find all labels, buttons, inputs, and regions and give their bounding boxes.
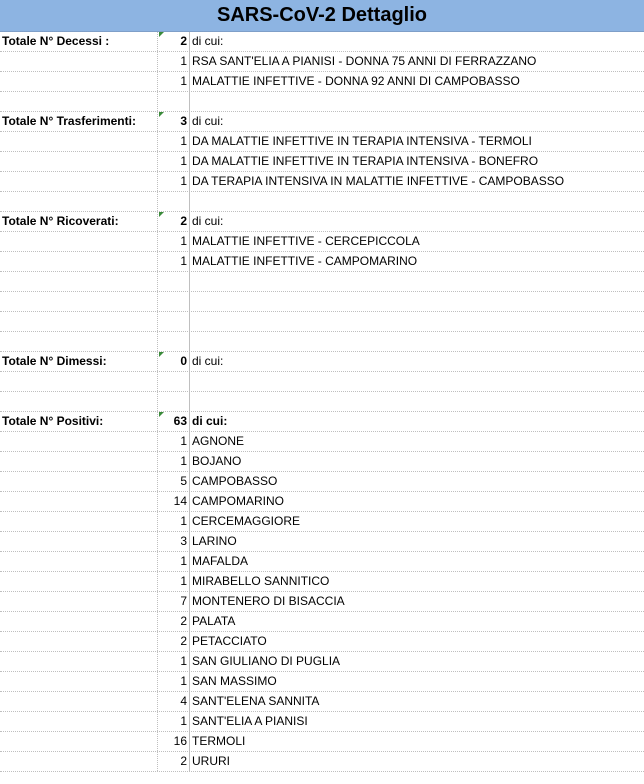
- count-cell[interactable]: [158, 92, 190, 111]
- label-cell[interactable]: [0, 332, 158, 351]
- count-cell[interactable]: 3: [158, 112, 190, 131]
- table-row: [0, 92, 644, 112]
- description-cell[interactable]: BOJANO: [192, 454, 242, 468]
- count-cell[interactable]: 1: [158, 52, 190, 71]
- label-cell[interactable]: [0, 172, 158, 191]
- description-cell[interactable]: PALATA: [192, 614, 236, 628]
- count-cell[interactable]: 0: [158, 352, 190, 371]
- label-cell[interactable]: Totale N° Ricoverati:: [0, 212, 158, 231]
- table-row: [0, 732, 644, 752]
- description-cell[interactable]: SANT'ELENA SANNITA: [192, 694, 320, 708]
- table-row: [0, 232, 644, 252]
- count-cell[interactable]: 16: [158, 732, 190, 751]
- count-cell[interactable]: 1: [158, 172, 190, 191]
- label-cell[interactable]: [0, 552, 158, 571]
- count-cell[interactable]: [158, 372, 190, 391]
- label-cell[interactable]: [0, 472, 158, 491]
- description-cell[interactable]: [190, 312, 644, 331]
- table-row: [0, 612, 644, 632]
- count-cell[interactable]: 1: [158, 572, 190, 591]
- label-cell[interactable]: [0, 672, 158, 691]
- count-cell[interactable]: 1: [158, 432, 190, 451]
- description-cell[interactable]: SAN GIULIANO DI PUGLIA: [192, 654, 341, 668]
- description-cell[interactable]: SAN MASSIMO: [192, 674, 277, 688]
- description-cell[interactable]: CAMPOBASSO: [192, 474, 278, 488]
- table-row: [0, 312, 644, 332]
- table-row: [0, 112, 644, 132]
- description-cell[interactable]: PETACCIATO: [192, 634, 267, 648]
- count-cell[interactable]: 7: [158, 592, 190, 611]
- description-cell[interactable]: DA TERAPIA INTENSIVA IN MALATTIE INFETTIVE - CAMPOBASSO: [192, 174, 565, 188]
- table-row: [0, 412, 644, 432]
- label-cell[interactable]: [0, 512, 158, 531]
- table-row: [0, 492, 644, 512]
- table-row: [0, 452, 644, 472]
- label-cell[interactable]: Totale N° Decessi :: [0, 32, 158, 51]
- description-cell[interactable]: MALATTIE INFETTIVE - CAMPOMARINO: [192, 254, 418, 268]
- count-cell[interactable]: 1: [158, 152, 190, 171]
- sheet-title[interactable]: SARS-CoV-2 Dettaglio: [0, 0, 644, 32]
- table-row: [0, 552, 644, 572]
- table-row: [0, 392, 644, 412]
- table-row: [0, 672, 644, 692]
- count-cell[interactable]: 2: [158, 32, 190, 51]
- count-cell[interactable]: 1: [158, 672, 190, 691]
- count-cell[interactable]: 63: [158, 412, 190, 431]
- description-cell[interactable]: [190, 332, 644, 351]
- description-cell[interactable]: AGNONE: [192, 434, 245, 448]
- label-cell[interactable]: [0, 392, 158, 411]
- label-cell[interactable]: [0, 372, 158, 391]
- count-cell[interactable]: 14: [158, 492, 190, 511]
- label-cell[interactable]: [0, 252, 158, 271]
- description-cell[interactable]: [190, 272, 644, 291]
- label-cell[interactable]: Totale N° Trasferimenti:: [0, 112, 158, 131]
- description-cell[interactable]: di cui:: [192, 354, 224, 368]
- label-cell[interactable]: [0, 732, 158, 751]
- table-row: [0, 352, 644, 372]
- label-cell[interactable]: [0, 92, 158, 111]
- table-row: [0, 72, 644, 92]
- count-cell[interactable]: 1: [158, 552, 190, 571]
- table-row: [0, 252, 644, 272]
- description-cell[interactable]: URURI: [192, 754, 230, 768]
- count-cell[interactable]: 1: [158, 712, 190, 731]
- comment-marker-icon: [159, 352, 164, 357]
- count-cell[interactable]: 1: [158, 252, 190, 271]
- description-cell[interactable]: TERMOLI: [192, 734, 246, 748]
- table-row: [0, 52, 644, 72]
- table-row: [0, 752, 644, 772]
- description-cell[interactable]: di cui:: [192, 214, 224, 228]
- table-row: [0, 692, 644, 712]
- label-cell[interactable]: [0, 572, 158, 591]
- count-cell[interactable]: [158, 292, 190, 311]
- label-cell[interactable]: [0, 752, 158, 771]
- table-row: [0, 292, 644, 312]
- description-cell[interactable]: [190, 92, 644, 111]
- comment-marker-icon: [159, 412, 164, 417]
- label-cell[interactable]: [0, 612, 158, 631]
- label-cell[interactable]: [0, 692, 158, 711]
- comment-marker-icon: [159, 32, 164, 37]
- label-cell[interactable]: [0, 452, 158, 471]
- label-cell[interactable]: [0, 272, 158, 291]
- label-cell[interactable]: [0, 72, 158, 91]
- count-cell[interactable]: 2: [158, 752, 190, 771]
- count-cell[interactable]: [158, 192, 190, 211]
- label-cell[interactable]: Totale N° Positivi:: [0, 412, 158, 431]
- comment-marker-icon: [159, 212, 164, 217]
- count-cell[interactable]: [158, 332, 190, 351]
- table-row: [0, 172, 644, 192]
- table-row: [0, 272, 644, 292]
- description-cell[interactable]: di cui:: [192, 114, 224, 128]
- label-cell[interactable]: [0, 712, 158, 731]
- table-row: [0, 592, 644, 612]
- count-cell[interactable]: 1: [158, 132, 190, 151]
- table-row: [0, 212, 644, 232]
- label-cell[interactable]: [0, 232, 158, 251]
- description-cell[interactable]: CAMPOMARINO: [192, 494, 285, 508]
- table-row: [0, 652, 644, 672]
- table-row: [0, 332, 644, 352]
- table-row: [0, 512, 644, 532]
- label-cell[interactable]: Totale N° Dimessi:: [0, 352, 158, 371]
- table-row: [0, 132, 644, 152]
- description-cell[interactable]: SANT'ELIA A PIANISI: [192, 714, 308, 728]
- description-cell[interactable]: MALATTIE INFETTIVE - DONNA 92 ANNI DI CAMPOBASSO: [192, 74, 520, 88]
- table-row: [0, 32, 644, 52]
- description-cell[interactable]: [190, 372, 644, 391]
- description-cell[interactable]: LARINO: [192, 534, 237, 548]
- count-cell[interactable]: 5: [158, 472, 190, 491]
- label-cell[interactable]: [0, 652, 158, 671]
- description-cell[interactable]: [190, 392, 644, 411]
- description-cell[interactable]: [190, 192, 644, 211]
- count-cell[interactable]: [158, 312, 190, 331]
- label-cell[interactable]: [0, 152, 158, 171]
- table-row: [0, 572, 644, 592]
- label-cell[interactable]: [0, 532, 158, 551]
- table-row: [0, 472, 644, 492]
- count-cell[interactable]: 3: [158, 532, 190, 551]
- count-cell[interactable]: 1: [158, 72, 190, 91]
- count-cell[interactable]: 1: [158, 232, 190, 251]
- label-cell[interactable]: [0, 52, 158, 71]
- label-cell[interactable]: [0, 492, 158, 511]
- description-cell[interactable]: CERCEMAGGIORE: [192, 514, 301, 528]
- description-cell[interactable]: MAFALDA: [192, 554, 249, 568]
- label-cell[interactable]: [0, 632, 158, 651]
- table-row: [0, 532, 644, 552]
- label-cell[interactable]: [0, 432, 158, 451]
- description-cell[interactable]: [190, 292, 644, 311]
- description-cell[interactable]: RSA SANT'ELIA A PIANISI - DONNA 75 ANNI DI FERRAZZANO: [192, 54, 537, 68]
- count-cell[interactable]: 1: [158, 452, 190, 471]
- label-cell[interactable]: [0, 192, 158, 211]
- description-cell[interactable]: MIRABELLO SANNITICO: [192, 574, 330, 588]
- description-cell[interactable]: DA MALATTIE INFETTIVE IN TERAPIA INTENSIVA - BONEFRO: [192, 154, 539, 168]
- label-cell[interactable]: [0, 592, 158, 611]
- table-row: [0, 712, 644, 732]
- label-cell[interactable]: [0, 132, 158, 151]
- count-cell[interactable]: [158, 392, 190, 411]
- count-cell[interactable]: 2: [158, 632, 190, 651]
- count-cell[interactable]: 2: [158, 612, 190, 631]
- count-cell[interactable]: 2: [158, 212, 190, 231]
- table-row: [0, 152, 644, 172]
- table-row: [0, 432, 644, 452]
- table-row: [0, 372, 644, 392]
- description-cell[interactable]: MALATTIE INFETTIVE - CERCEPICCOLA: [192, 234, 420, 248]
- description-cell[interactable]: MONTENERO DI BISACCIA: [192, 594, 345, 608]
- comment-marker-icon: [159, 112, 164, 117]
- label-cell[interactable]: [0, 292, 158, 311]
- count-cell[interactable]: 4: [158, 692, 190, 711]
- description-cell[interactable]: di cui:: [192, 414, 228, 428]
- table-row: [0, 192, 644, 212]
- label-cell[interactable]: [0, 312, 158, 331]
- description-cell[interactable]: di cui:: [192, 34, 224, 48]
- table-row: [0, 632, 644, 652]
- description-cell[interactable]: DA MALATTIE INFETTIVE IN TERAPIA INTENSIVA - TERMOLI: [192, 134, 532, 148]
- spreadsheet-grid: [0, 32, 644, 772]
- count-cell[interactable]: [158, 272, 190, 291]
- count-cell[interactable]: 1: [158, 652, 190, 671]
- count-cell[interactable]: 1: [158, 512, 190, 531]
